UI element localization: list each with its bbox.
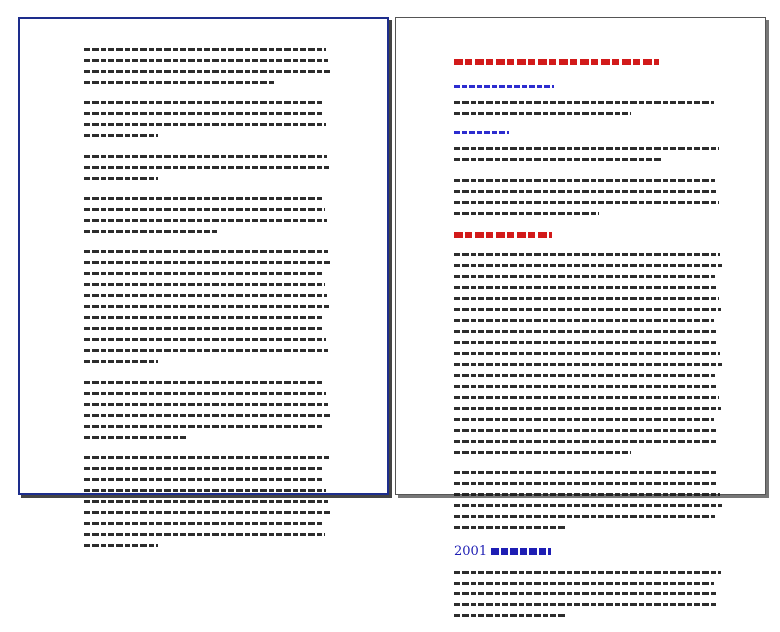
section-heading-2 [454, 229, 724, 242]
right-page-content [454, 56, 724, 632]
subheading-1 [454, 83, 724, 91]
text-line [454, 176, 724, 184]
text-line [84, 109, 332, 117]
year-number: 2001 [454, 544, 488, 560]
text-line [84, 475, 332, 483]
paragraph [454, 176, 724, 217]
text-line [84, 45, 332, 53]
text-line [84, 313, 332, 321]
subheading-2-text [454, 144, 724, 163]
text-line [454, 589, 724, 597]
text-line [84, 335, 332, 343]
text-line [454, 305, 724, 313]
text-line [84, 357, 332, 365]
text-line [84, 346, 332, 354]
text-line [454, 448, 724, 456]
text-line [454, 490, 724, 498]
text-line [84, 411, 332, 419]
text-line [84, 98, 332, 106]
left-page-body-text [84, 45, 332, 561]
text-line [84, 497, 332, 505]
text-line [84, 120, 332, 128]
text-line [84, 400, 332, 408]
text-line [454, 109, 724, 117]
text-line [454, 468, 724, 476]
text-line [84, 464, 332, 472]
text-line [454, 261, 724, 269]
text-line [84, 205, 332, 213]
subheading-2 [454, 129, 724, 137]
left-page [18, 17, 389, 495]
text-line [84, 486, 332, 494]
text-line [84, 163, 332, 171]
text-line [84, 174, 332, 182]
text-line [84, 67, 332, 75]
text-line [454, 426, 724, 434]
text-line [84, 519, 332, 527]
text-line [454, 294, 724, 302]
right-page [395, 17, 766, 560]
text-line [84, 422, 332, 430]
text-line [454, 371, 724, 379]
text-line [454, 501, 724, 509]
text-line [84, 152, 332, 160]
text-line [454, 250, 724, 258]
text-line [84, 541, 332, 549]
text-line [454, 349, 724, 357]
text-line [454, 98, 724, 106]
text-line [454, 579, 724, 587]
paragraph [84, 247, 332, 365]
text-line [454, 327, 724, 335]
text-line [84, 324, 332, 332]
text-line [84, 56, 332, 64]
text-line [84, 378, 332, 386]
text-line [84, 227, 332, 235]
section-heading-1 [454, 56, 724, 69]
section-2-text-continued [454, 468, 724, 531]
text-line [454, 144, 724, 152]
text-line [454, 600, 724, 608]
text-line [454, 611, 724, 619]
paragraph [84, 152, 332, 182]
text-line [454, 187, 724, 195]
text-line [84, 216, 332, 224]
text-line [84, 131, 332, 139]
paragraph [84, 453, 332, 549]
subheading-1-text [454, 98, 724, 117]
text-line [454, 512, 724, 520]
text-line [454, 272, 724, 280]
text-line [84, 247, 332, 255]
section-2-text [454, 250, 724, 456]
text-line [454, 360, 724, 368]
text-line [84, 508, 332, 516]
text-line [454, 382, 724, 390]
year-heading [454, 544, 724, 560]
text-line [454, 283, 724, 291]
text-line [84, 433, 332, 441]
text-line [454, 155, 724, 163]
text-line [454, 198, 724, 206]
text-line [84, 530, 332, 538]
text-line [84, 269, 332, 277]
text-line [454, 404, 724, 412]
text-line [454, 523, 724, 531]
section-3-text [454, 568, 724, 620]
text-line [84, 78, 332, 86]
text-line [84, 194, 332, 202]
text-line [454, 568, 724, 576]
paragraph [84, 378, 332, 441]
text-line [454, 437, 724, 445]
text-line [454, 316, 724, 324]
paragraph [84, 194, 332, 235]
text-line [84, 302, 332, 310]
text-line [454, 209, 724, 217]
text-line [84, 453, 332, 461]
text-line [454, 393, 724, 401]
text-line [454, 415, 724, 423]
text-line [84, 389, 332, 397]
text-line [84, 291, 332, 299]
year-heading-text [491, 548, 551, 555]
text-line [84, 280, 332, 288]
paragraph [84, 45, 332, 86]
text-line [454, 338, 724, 346]
text-line [84, 258, 332, 266]
paragraph [84, 98, 332, 139]
text-line [454, 479, 724, 487]
